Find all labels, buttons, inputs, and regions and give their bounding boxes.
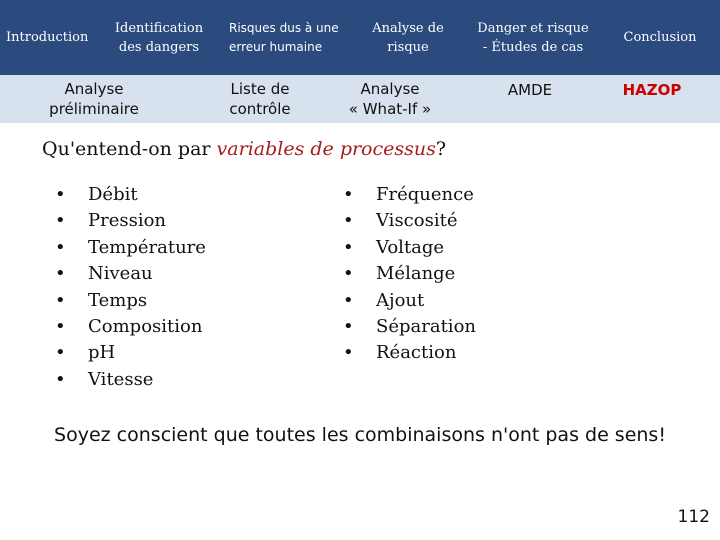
nav-tab-analyse-risque[interactable]: Analyse de risque <box>372 20 444 55</box>
list-item <box>55 182 206 208</box>
list-item <box>55 235 206 261</box>
list-item <box>55 208 206 234</box>
question-suffix: ? <box>435 138 447 160</box>
bullet-icon: • <box>55 263 66 285</box>
list-item <box>55 340 206 366</box>
question-heading <box>42 138 446 160</box>
list-item <box>343 314 476 340</box>
bullet-icon: • <box>55 210 66 232</box>
bullet-icon: • <box>55 368 66 390</box>
list-item-label: Température <box>88 236 206 258</box>
list-item-label: Ajout <box>376 289 425 311</box>
list-item <box>55 288 206 314</box>
list-item-label: Temps <box>88 289 148 311</box>
process-variables-list-right <box>343 182 476 367</box>
list-item-label: Réaction <box>376 342 457 364</box>
subnav-hazop[interactable]: HAZOP <box>622 81 682 99</box>
list-item <box>343 182 476 208</box>
subnav-analyse-preliminaire[interactable]: Analyse préliminaire <box>49 80 139 118</box>
subnav-amde[interactable]: AMDE <box>507 81 553 99</box>
bullet-icon: • <box>343 342 354 364</box>
list-item-label: Voltage <box>376 236 445 258</box>
subnav-analyse-what-if[interactable]: Analyse « What-If » <box>348 80 432 118</box>
bullet-icon: • <box>55 316 66 338</box>
question-prefix: Qu'entend-on par <box>42 138 217 160</box>
bullet-icon: • <box>55 236 66 258</box>
nav-tab-erreur-humaine[interactable]: Risques dus à une erreur humaine <box>229 20 339 54</box>
list-item <box>343 235 476 261</box>
bullet-icon: • <box>55 342 66 364</box>
list-item-label: Vitesse <box>88 368 154 390</box>
bullet-icon: • <box>55 184 66 205</box>
nav-tab-etudes-de-cas[interactable]: Danger et risque - Études de cas <box>477 20 589 55</box>
list-item-label: Viscosité <box>376 210 458 232</box>
list-item <box>343 340 476 366</box>
list-item-label: Mélange <box>376 263 456 285</box>
subnav-liste-de-controle[interactable]: Liste de contrôle <box>229 80 291 118</box>
page-number: 112 <box>677 507 710 527</box>
bullet-icon: • <box>343 263 354 285</box>
list-item-label: Pression <box>88 210 167 232</box>
nav-tab-introduction[interactable]: Introduction <box>6 30 89 45</box>
list-item-label: Composition <box>88 316 203 338</box>
list-item-label: Séparation <box>376 316 476 338</box>
nav-tab-conclusion[interactable]: Conclusion <box>623 30 697 45</box>
list-item-label: Fréquence <box>376 184 474 205</box>
list-item <box>343 208 476 234</box>
warning-note: Soyez conscient que toutes les combinaisons n'ont pas de sens! <box>54 424 666 446</box>
list-item-label: Débit <box>88 184 138 205</box>
bullet-icon: • <box>343 184 354 205</box>
list-item <box>343 288 476 314</box>
bullet-icon: • <box>55 289 66 311</box>
list-item <box>55 367 206 393</box>
bullet-icon: • <box>343 236 354 258</box>
bullet-icon: • <box>343 289 354 311</box>
nav-tab-identification-dangers[interactable]: Identification des dangers <box>114 20 204 55</box>
list-item <box>55 314 206 340</box>
bullet-icon: • <box>343 316 354 338</box>
list-item-label: Niveau <box>88 263 153 285</box>
list-item <box>343 261 476 287</box>
list-item-label: pH <box>88 342 116 364</box>
bullet-icon: • <box>343 210 354 232</box>
question-highlight: variables de processus <box>216 138 436 160</box>
process-variables-list-left <box>55 182 206 393</box>
list-item <box>55 261 206 287</box>
